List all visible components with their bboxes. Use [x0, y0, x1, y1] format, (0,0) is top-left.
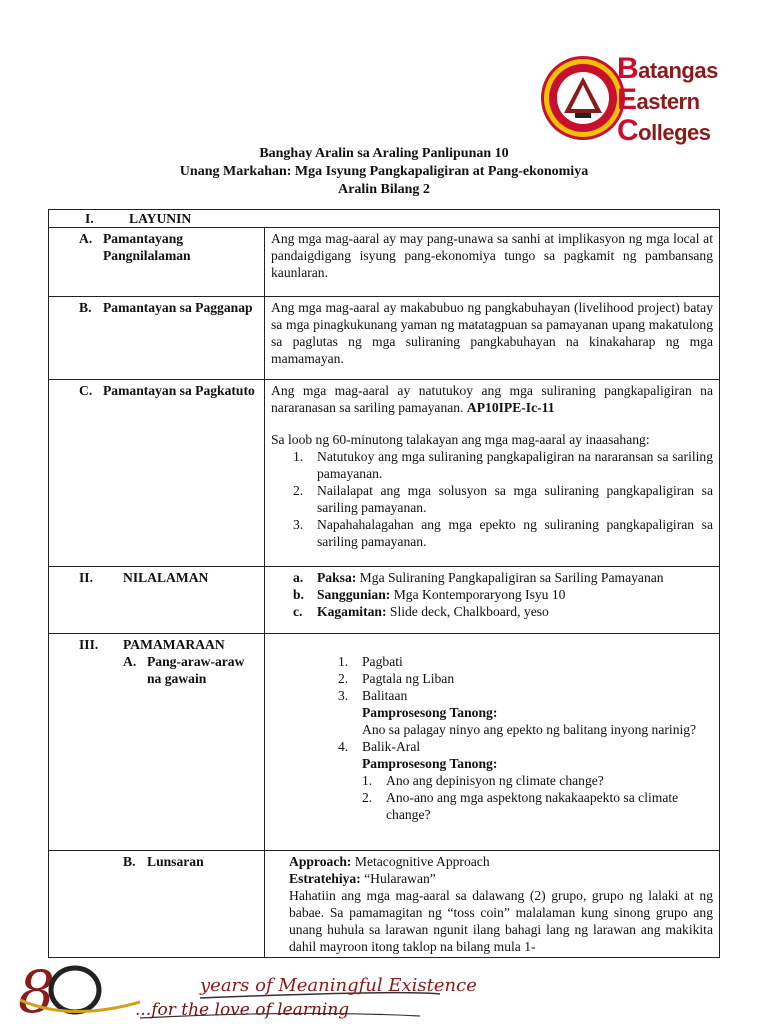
list-item: 2. Pagtala ng Liban	[338, 671, 455, 686]
cell-text: Ang mga mag-aaral ay makabubuo ng pangkabuhayan (livelihood project) batay sa mga pinagkukunang yaman ng matatagpuan sa pamayanan upang makatulong sa paglutas ng mga suliraning pangkabuhayan na kinakaharap ng mga mamamayan.	[265, 297, 720, 380]
footer-tagline-2: ...for the love of learning	[135, 1000, 350, 1020]
section-row-layunin: I. LAYUNIN	[49, 210, 720, 228]
list-item: c. Kagamitan: Slide deck, Chalkboard, yeso	[293, 604, 549, 619]
college-seal-logo	[540, 55, 626, 141]
lesson-plan-table	[48, 209, 720, 958]
svg-text:8: 8	[18, 960, 55, 1024]
footer-tagline-1: years of Meaningful Existence	[200, 975, 477, 996]
list-item: 3. Balitaan	[338, 688, 408, 703]
title-line-3: Aralin Bilang 2	[338, 182, 430, 197]
section-heading: LAYUNIN	[129, 211, 192, 226]
document-title	[0, 145, 768, 199]
title-line-2: Unang Markahan: Mga Isyung Pangkapaligiran at Pang-ekonomiya	[179, 164, 589, 179]
list-item: 1. Ano ang depinisyon ng climate change?	[362, 773, 604, 788]
row-pamantayan-sa-pagganap: B. Pamantayan sa Pagganap Ang mga mag-aaral ay makabubuo ng pangkabuhayan (livelihood project) batay sa mga pinagkukunang yaman ng matatagpuan sa pamayanan upang makatulong sa paglutas ng mga suliraning pangkabuhayan na kinakaharap ng mga mamamayan.	[49, 297, 720, 380]
row-pamantayang-pangnilalaman: A. Pamantayang Pangnilalaman Ang mga mag-aaral ay may pang-unawa sa sanhi at implikasyon ng mga local at pandaigdigang isyung pang-ekonomiya tungo sa pagkamit ng pambansang kaunlaran.	[49, 228, 720, 297]
row-lunsaran: B. Lunsaran Approach: Metacognitive Approach Estratehiya: “Hularawan” Hahatiin ang mga mag-aaral sa dalawang (2) grupo, grupo ng lalaki at ng babae. Sa pamamagitan ng “toss coin” malalaman kung sinong grupo ang unang huhula sa larawan ngunit ilang bahagi lang ng larawan ang makikita dahil mayroon itong taklop na bilang mula 1-	[49, 851, 720, 958]
section-row-nilalaman: II. NILALAMAN a. Paksa: Mga Suliraning Pangkapaligiran sa Sariling Pamayanan b. Sanggunian: Mga Kontemporaryong Isyu 10 c. Kagamitan: Slide deck, Chalkboard, yeso	[49, 567, 720, 634]
row-pamantayan-sa-pagkatuto: C. Pamantayan sa Pagkatuto Ang mga mag-aaral ay natutukoy ang mga suliraning pangkapaligiran na nararanasan sa sariling pamayanan. AP10IPE-Ic-11 Sa loob ng 60-minutong talakayan ang mga mag-aaral ay inaasahang: 1. Natutukoy ang mga suliraning pangkapaligiran na nararansan sa sariling pamayanan. 2. Nailalapat ang mga solusyon sa mga suliraning pangkapaligiran sa sariling pamayanan. 3. Napahahalagahan ang mga epekto ng suliraning pangkapaligiran sa sariling pamayanan.	[49, 380, 720, 567]
section-heading: PAMAMARAAN	[123, 637, 225, 652]
section-heading: NILALAMAN	[123, 570, 209, 585]
list-item: 1. Natutukoy ang mga suliraning pangkapaligiran na nararansan sa sariling pamayanan.	[293, 449, 713, 481]
list-item: 4. Balik-Aral	[338, 739, 421, 754]
title-line-1: Banghay Aralin sa Araling Panlipunan 10	[259, 146, 509, 161]
college-name-wordmark: Batangas Eastern Colleges	[617, 52, 718, 147]
list-item: 1. Pagbati	[338, 654, 403, 669]
list-item: a. Paksa: Mga Suliraning Pangkapaligiran sa Sariling Pamayanan	[293, 570, 664, 585]
list-item: 3. Napahahalagahan ang mga epekto ng suliraning pangkapaligiran sa sariling pamayanan.	[293, 517, 713, 549]
list-item: b. Sanggunian: Mga Kontemporaryong Isyu 10	[293, 587, 566, 602]
list-item: 2. Nailalapat ang mga solusyon sa mga suliraning pangkapaligiran sa sariling pamayanan.	[293, 483, 713, 515]
list-item: 2. Ano-ano ang mga aspektong nakakaapekto sa climate change?	[362, 790, 679, 822]
section-row-pamamaraan: III. PAMAMARAAN A. Pang-araw-araw na gawain 1. Pagbati 2. Pagtala ng Liban 3. Balitaan Pamprosesong Tanong: Ano sa palagay ninyo ang epekto ng balitang inyong narinig? 4. Balik-Aral Pamprosesong Tanong: 1. Ano ang depinisyon ng climate change? 2. Ano-ano ang mga aspektong nakakaapekto sa climate change?	[49, 634, 720, 851]
cell-text: Ang mga mag-aaral ay may pang-unawa sa sanhi at implikasyon ng mga local at pandaigdigang isyung pang-ekonomiya tungo sa pagkamit ng pambansang kaunlaran.	[265, 228, 720, 297]
competency-code: AP10IPE-Ic-11	[466, 400, 555, 415]
